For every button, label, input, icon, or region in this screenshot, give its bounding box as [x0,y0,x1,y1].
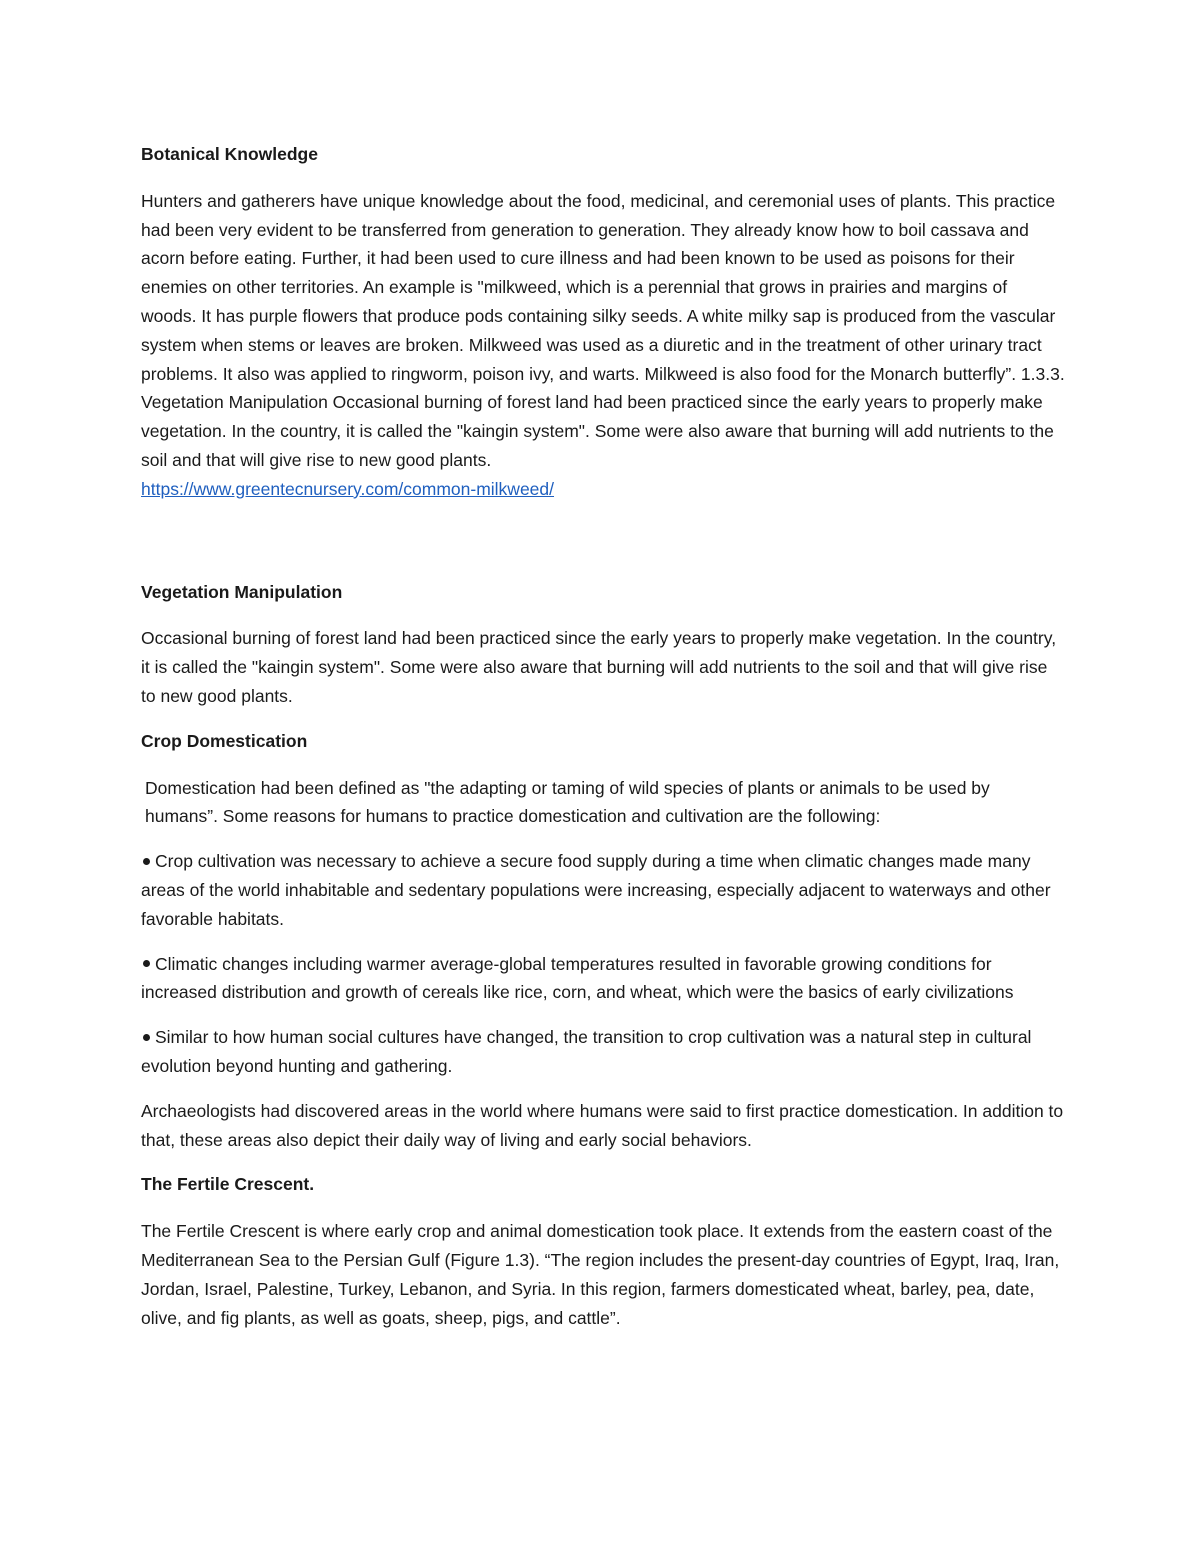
paragraph-vegetation-manipulation: Occasional burning of forest land had been practiced since the early years to properly make vegetation. In the country, it is called the "kaingin system". Some were also aware that burning will add nutrients to the soil and that will give rise to new good plants. [141,628,1057,706]
bullet-text: Crop cultivation was necessary to achieve a secure food supply during a time when climatic changes made many areas of the world inhabitable and sedentary populations were increasing, especially adjacent to waterways and other favorable habitats. [141,851,1051,929]
paragraph-reference-link [141,475,1066,504]
bullet-icon [143,858,150,865]
paragraph-domestication-intro: Domestication had been defined as "the adapting or taming of wild species of plants or animals to be used by humans”. Some reasons for humans to practice domestication and cultivation are the following: [145,777,990,827]
bullet-icon [143,1034,150,1041]
document-page [141,140,1066,1348]
list-item [141,847,1066,933]
bullet-text: Climatic changes including warmer average-global temperatures resulted in favorable growing conditions for increased distribution and growth of cereals like rice, corn, and wheat, which were the basics of early civilizations [141,953,1014,1003]
paragraph-archaeologists: Archaeologists had discovered areas in the world where humans were said to first practice domestication. In addition to that, these areas also depict their daily way of living and early social behaviors. [141,1100,1064,1150]
milkweed-reference-link[interactable]: https://www.greentecnursery.com/common-milkweed/ [141,478,555,499]
heading-botanical-knowledge: Botanical Knowledge [141,144,318,164]
bullet-icon [143,960,150,967]
paragraph-fertile-crescent: The Fertile Crescent is where early crop and animal domestication took place. It extends from the eastern coast of the Mediterranean Sea to the Persian Gulf (Figure 1.3). “The region includes the present-day countries of Egypt, Iraq, Iran, Jordan, Israel, Palestine, Turkey, Lebanon, and Syria. In this region, farmers domesticated wheat, barley, pea, date, olive, and fig plants, as well as goats, sheep, pigs, and cattle”. [141,1221,1060,1328]
list-item [141,1023,1066,1081]
heading-crop-domestication: Crop Domestication [141,730,308,751]
bullet-text: Similar to how human social cultures have changed, the transition to crop cultivation was a natural step in cultural evolution beyond hunting and gathering. [141,1027,1032,1076]
paragraph-botanical-knowledge: Hunters and gatherers have unique knowledge about the food, medicinal, and ceremonial uses of plants. This practice had been very evident to be transferred from generation to generation. They already know how to boil cassava and acorn before eating. Further, it had been used to cure illness and had been known to be used as poisons for their enemies on other territories. An example is "milkweed, which is a perennial that grows in prairies and margins of woods. It has purple flowers that produce pods containing silky seeds. A white milky sap is produced from the vascular system when stems or leaves are broken. Milkweed was used as a diuretic and in the treatment of other urinary tract problems. It also was applied to ringworm, poison ivy, and warts. Milkweed is also food for the Monarch butterfly”. 1.3.3. Vegetation Manipulation Occasional burning of forest land had been practiced since the early years to properly make vegetation. In the country, it is called the "kaingin system". Some were also aware that burning will add nutrients to the soil and that will give rise to new good plants. [141,190,1065,470]
heading-fertile-crescent: The Fertile Crescent. [141,1174,315,1195]
section-spacer [141,520,1066,578]
list-item [141,950,1066,1008]
heading-vegetation-manipulation: Vegetation Manipulation [141,581,343,602]
